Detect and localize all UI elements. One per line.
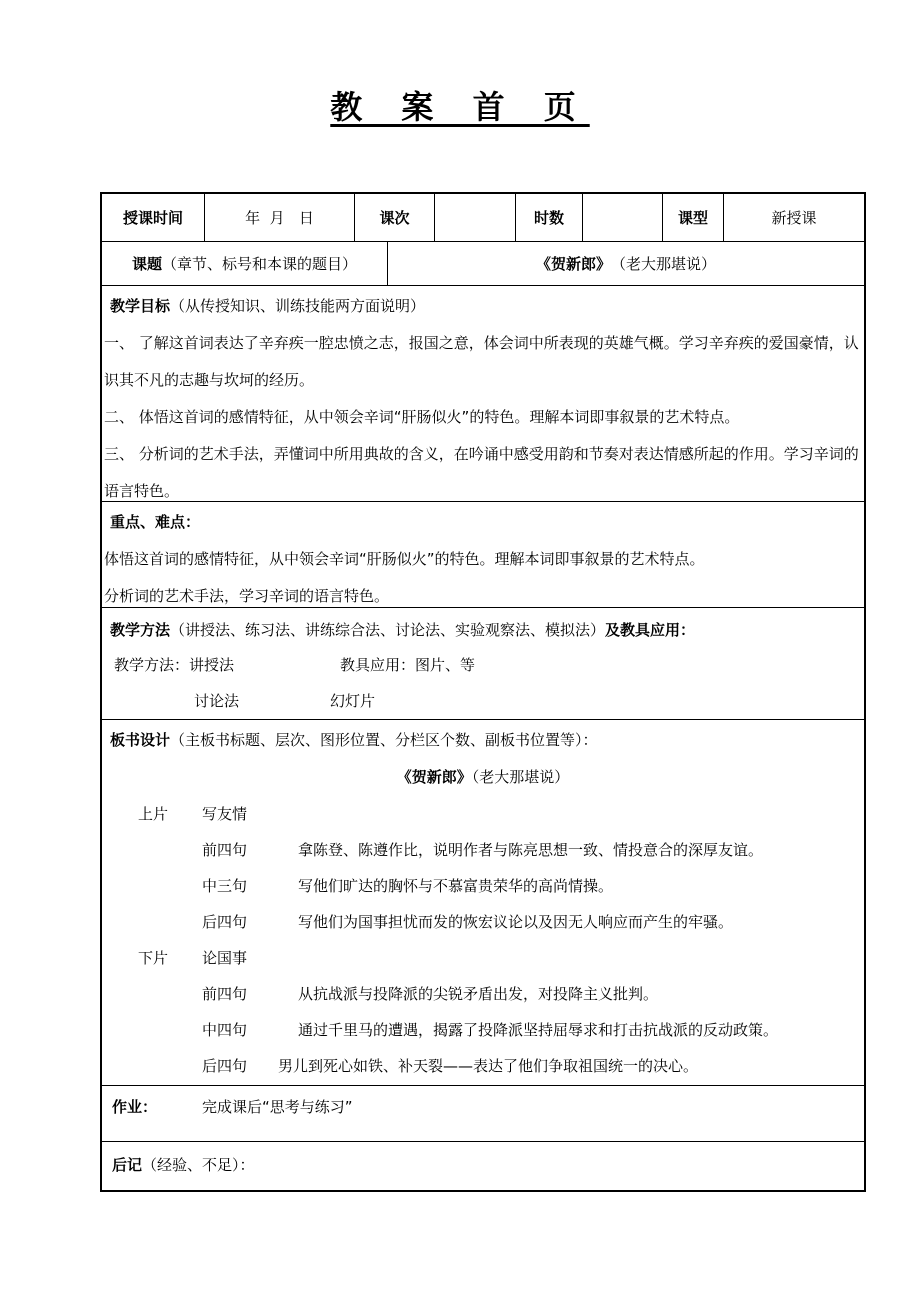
key-label: 重点、难点： bbox=[110, 513, 201, 531]
line-label: 中三句 bbox=[202, 877, 248, 895]
homework-label: 作业： bbox=[112, 1098, 158, 1116]
section-theme: 写友情 bbox=[202, 805, 248, 823]
section-theme: 论国事 bbox=[202, 949, 248, 967]
board-hint: （主板书标题、层次、图形位置、分栏区个数、副板书位置等）： bbox=[170, 731, 598, 749]
key-item: 分析词的艺术手法，学习辛词的语言特色。 bbox=[104, 587, 390, 605]
board-title: 《贺新郎》 bbox=[396, 768, 472, 786]
goals-hint: （从传授知识、训练技能两方面说明） bbox=[170, 297, 426, 315]
tool-value-2: 幻灯片 bbox=[330, 692, 376, 710]
board-design-section bbox=[102, 720, 864, 1086]
section-name: 下片 bbox=[138, 949, 169, 967]
board-line bbox=[102, 868, 864, 904]
topic-sub: （老大那堪说） bbox=[611, 255, 717, 273]
hours-label: 时数 bbox=[533, 209, 564, 227]
line-text: 拿陈登、陈遵作比，说明作者与陈亮思想一致、情投意合的深厚友谊。 bbox=[298, 841, 764, 859]
homework-section bbox=[102, 1086, 864, 1142]
line-label: 后四句 bbox=[202, 913, 248, 931]
page-title: 教 案 首 页 bbox=[330, 88, 590, 126]
homework-text: 完成课后“思考与练习” bbox=[202, 1098, 353, 1116]
goal-item: 三、 分析词的艺术手法，弄懂词中所用典故的含义，在吟诵中感受用韵和节奏对表达情感所起的作用。学习辛词的语言特色。 bbox=[104, 445, 859, 500]
line-label: 中四句 bbox=[202, 1021, 248, 1039]
goals-section bbox=[102, 286, 864, 502]
method-label2: 及教具应用： bbox=[605, 621, 696, 639]
line-text: 写他们为国事担忧而发的恢宏议论以及因无人响应而产生的牢骚。 bbox=[298, 913, 734, 931]
lesson-plan-table bbox=[100, 192, 866, 1192]
type-value: 新授课 bbox=[771, 209, 817, 227]
board-label: 板书设计 bbox=[110, 731, 171, 749]
section-name: 上片 bbox=[138, 805, 169, 823]
board-line bbox=[102, 1048, 864, 1084]
line-label: 前四句 bbox=[202, 841, 248, 859]
goals-label: 教学目标 bbox=[110, 297, 171, 315]
line-label: 前四句 bbox=[202, 985, 248, 1003]
board-section-header bbox=[102, 796, 864, 832]
line-text: 写他们旷达的胸怀与不慕富贵荣华的高尚情操。 bbox=[298, 877, 614, 895]
topic-title: 《贺新郎》 bbox=[535, 255, 611, 273]
board-section-header bbox=[102, 940, 864, 976]
hours-value bbox=[583, 194, 663, 241]
method-label: 教学方法 bbox=[110, 621, 171, 639]
line-text: 男儿到死心如铁、补天裂——表达了他们争取祖国统一的决心。 bbox=[278, 1057, 699, 1075]
key-item: 体悟这首词的感情特征，从中领会辛词“肝肠似火”的特色。理解本词即事叙景的艺术特点。 bbox=[104, 550, 705, 568]
topic-hint: （章节、标号和本课的题目） bbox=[162, 255, 358, 273]
lesson-label: 课次 bbox=[379, 209, 410, 227]
notes-hint: （经验、不足）： bbox=[142, 1156, 255, 1174]
info-row bbox=[102, 194, 864, 242]
notes-section bbox=[102, 1142, 864, 1190]
lesson-value bbox=[435, 194, 516, 241]
topic-label: 课题 bbox=[131, 255, 162, 273]
notes-label: 后记 bbox=[112, 1156, 143, 1174]
type-label: 课型 bbox=[677, 209, 708, 227]
method-value-2: 讨论法 bbox=[194, 692, 240, 710]
time-label: 授课时间 bbox=[122, 209, 183, 227]
line-text: 通过千里马的遭遇，揭露了投降派坚持屈辱求和打击抗战派的反动政策。 bbox=[298, 1021, 779, 1039]
goal-item: 二、 体悟这首词的感情特征，从中领会辛词“肝肠似火”的特色。理解本词即事叙景的艺术特点。 bbox=[104, 408, 740, 426]
line-label: 后四句 bbox=[202, 1057, 248, 1075]
method-hint: （讲授法、练习法、讲练综合法、讨论法、实验观察法、模拟法） bbox=[170, 621, 606, 639]
date-field: 年 月 日 bbox=[205, 194, 355, 241]
tool-value: 教具应用：图片、等 bbox=[340, 656, 476, 674]
goal-item: 一、 了解这首词表达了辛弃疾一腔忠愤之志，报国之意，体会词中所表现的英雄气概。学习辛弃疾的爱国豪情，认识其不凡的志趣与坎坷的经历。 bbox=[104, 334, 859, 389]
line-text: 从抗战派与投降派的尖锐矛盾出发，对投降主义批判。 bbox=[298, 985, 659, 1003]
key-points-section bbox=[102, 502, 864, 608]
board-line bbox=[102, 1012, 864, 1048]
board-line bbox=[102, 976, 864, 1012]
board-line bbox=[102, 832, 864, 868]
board-sub: （老大那堪说） bbox=[471, 768, 570, 786]
board-line bbox=[102, 904, 864, 940]
method-section bbox=[102, 608, 864, 720]
method-value: 教学方法：讲授法 bbox=[114, 656, 235, 674]
topic-row bbox=[102, 242, 864, 286]
